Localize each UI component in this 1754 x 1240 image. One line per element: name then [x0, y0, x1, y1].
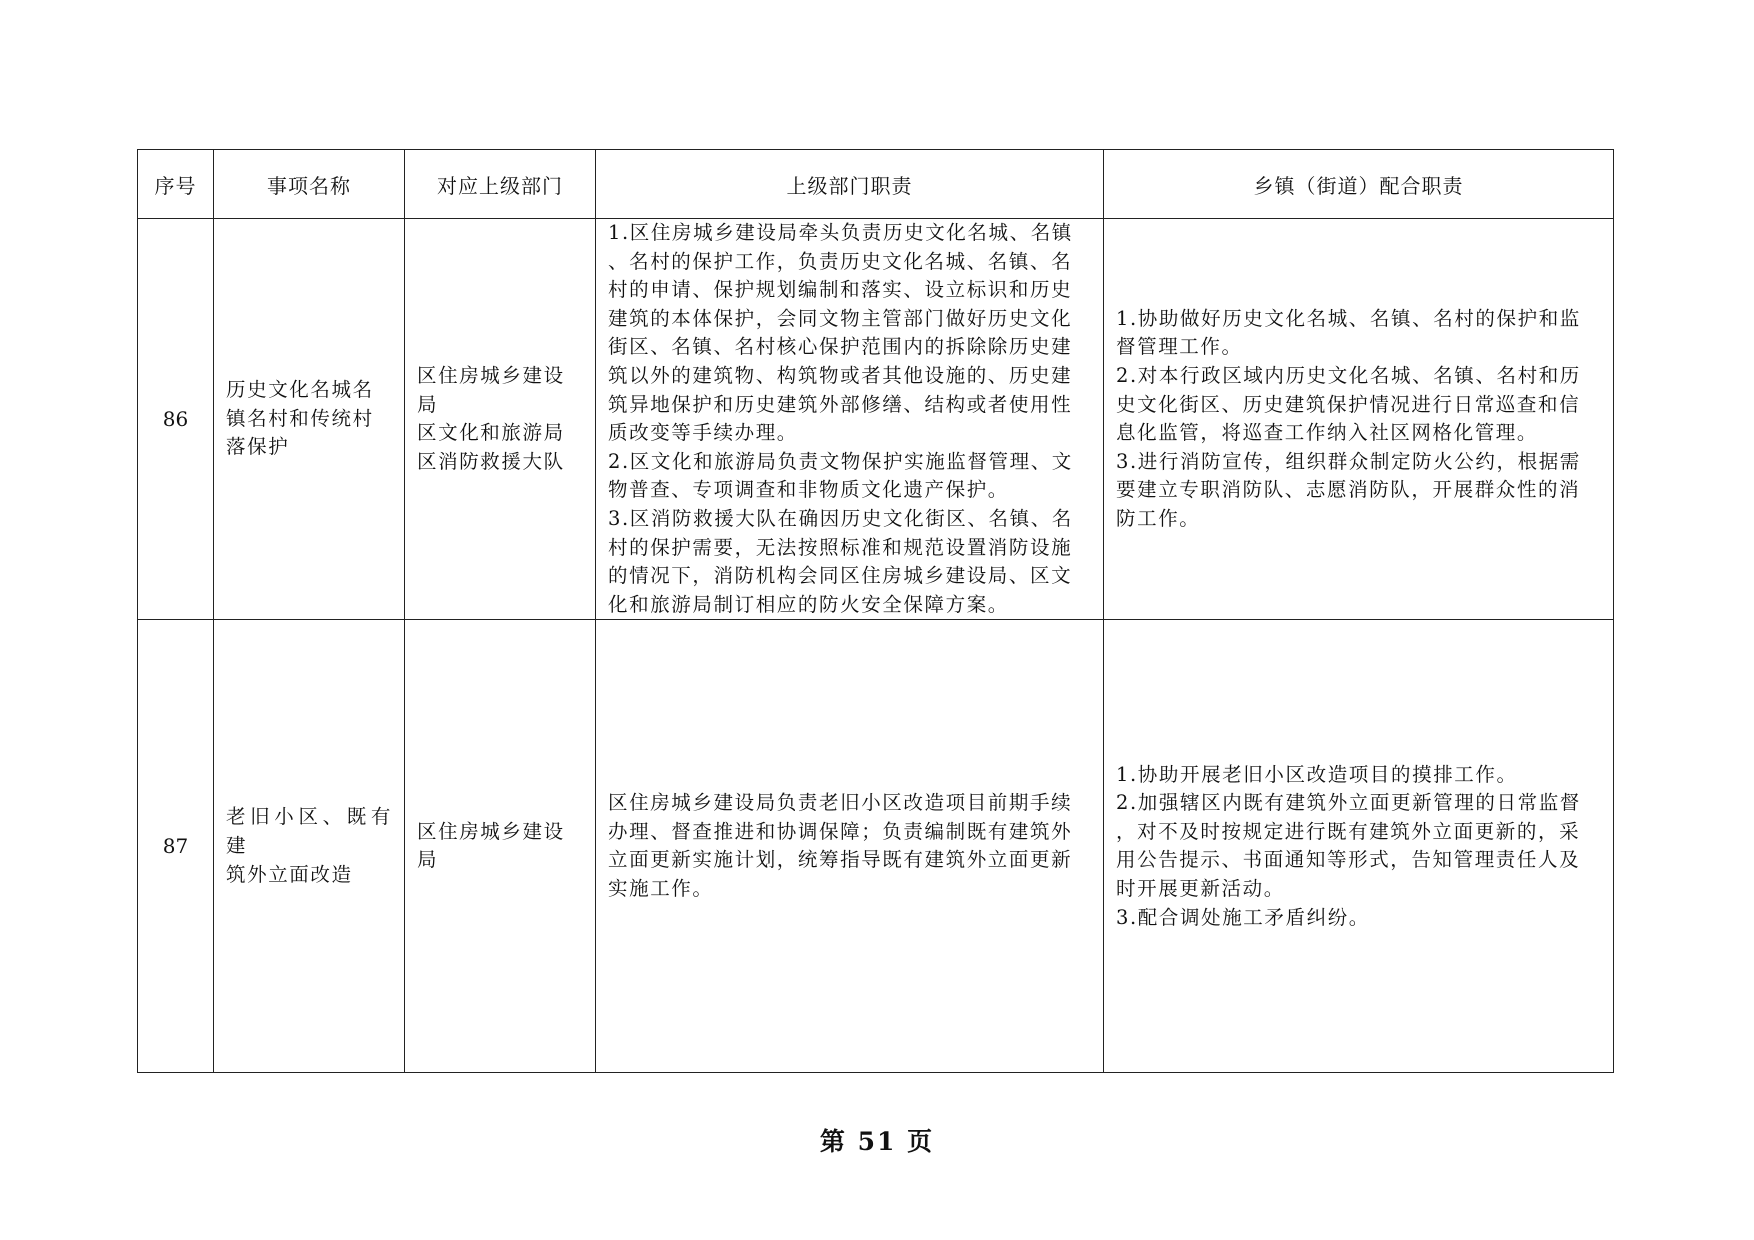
page-number: 第 51 页 — [819, 1127, 935, 1156]
table-row — [138, 219, 1614, 620]
row-item-name — [214, 620, 405, 1073]
row-seq: 87 — [138, 620, 214, 1073]
row-item-name — [214, 219, 405, 620]
dept-text: 区住房城乡建设 局 — [417, 819, 565, 872]
town-duty-text: 1.协助开展老旧小区改造项目的摸排工作。 2.加强辖区内既有建筑外立面更新管理的日常监督 ，对不及时按规定进行既有建筑外立面更新的，采 用公告提示、书面通知等形式，告知管理责任人及 时开展更新活动。 3.配合调处施工矛盾纠纷。 — [1116, 762, 1581, 929]
upper-duty-text: 1.区住房城乡建设局牵头负责历史文化名城、名镇 、名村的保护工作，负责历史文化名城、名镇、名 村的申请、保护规划编制和落实、设立标识和历史 建筑的本体保护，会同文物主管部门做好历史文化 街区、名镇、名村核心保护范围内的拆除除历史建 筑以外的建筑物、构筑物或者其他设施的、历史建 筑异地保护和历史建筑外部修缮、结构或者使用性 质改变等手续办理。 2.区文化和旅游局负责文物保护实施监督管理、文 物普查、专项调查和非物质文化遗产保护。 3.区消防救援大队在确因历史文化街区、名镇、名 村的保护需要，无法按照标准和规范设置消防设施 的情况下，消防机构会同区住房城乡建设局、区文 化和旅游局制订相应的防火安全保障方案。 — [608, 221, 1073, 616]
header-upper-duty: 上级部门职责 — [596, 150, 1104, 219]
item-name-text: 历史文化名城名 镇名村和传统村 落保护 — [226, 378, 374, 459]
row-upper-duty — [596, 219, 1104, 620]
row-seq: 86 — [138, 219, 214, 620]
upper-duty-text: 区住房城乡建设局负责老旧小区改造项目前期手续 办理、督查推进和协调保障；负责编制既有建筑外 立面更新实施计划，统筹指导既有建筑外立面更新 实施工作。 — [608, 791, 1073, 900]
header-town-duty: 乡镇（街道）配合职责 — [1104, 150, 1614, 219]
item-name-text: 老旧小区、既有建 筑外立面改造 — [226, 805, 392, 886]
row-town-duty — [1104, 219, 1614, 620]
table-header-row — [138, 150, 1614, 219]
dept-text: 区住房城乡建设 局 区文化和旅游局 区消防救援大队 — [417, 363, 565, 473]
header-seq: 序号 — [138, 150, 214, 219]
town-duty-text: 1.协助做好历史文化名城、名镇、名村的保护和监 督管理工作。 2.对本行政区域内历史文化名城、名镇、名村和历 史文化街区、历史建筑保护情况进行日常巡查和信 息化监管，将巡查工作纳入社区网格化管理。 3.进行消防宣传，组织群众制定防火公约，根据需 要建立专职消防队、志愿消防队，开展群众性的消 防工作。 — [1116, 306, 1581, 530]
row-town-duty — [1104, 620, 1614, 1073]
row-upper-duty — [596, 620, 1104, 1073]
table-row — [138, 620, 1614, 1073]
header-item-name: 事项名称 — [214, 150, 405, 219]
duty-table — [137, 149, 1614, 1073]
row-dept — [405, 219, 596, 620]
header-dept: 对应上级部门 — [405, 150, 596, 219]
row-dept — [405, 620, 596, 1073]
